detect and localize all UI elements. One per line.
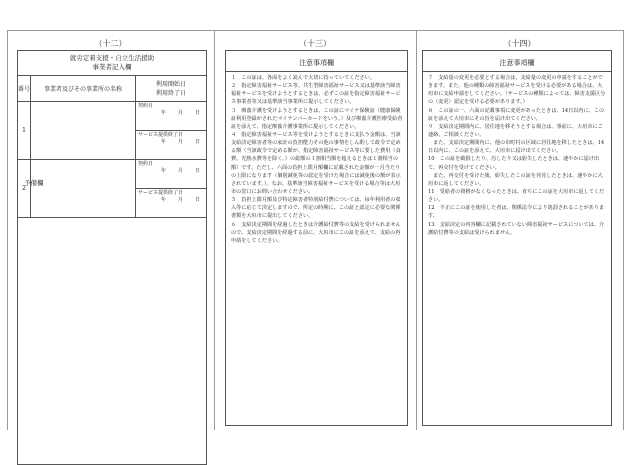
notes-box-right bbox=[422, 50, 612, 426]
panel-divider-2 bbox=[416, 30, 417, 430]
note-item: ３ 療養介護を受けようとするときは、この証にマイナ保険証（健康保険証利用登録がされたマイナンバーカードをいう。）及び療養介護医療受給者証を添えて、指定療養介護事業所に提示してください。 bbox=[231, 107, 403, 130]
notes-list-middle bbox=[231, 74, 403, 245]
note-item: ７ 支給量の変更を必要とする場合は、支給量の変更の申請をすることができます。また、他の種類の障害福祉サービスを受ける必要がある場合は、大垣市に支給申請をしてください。（サービスの種類によっては、障害支援区分の（変更）認定を受ける必要があります。） bbox=[428, 75, 606, 106]
panel-divider-1 bbox=[214, 30, 215, 430]
note-item: 12 不正にこの証を使用した者は、関係法令により処罰されることがあります。 bbox=[428, 205, 605, 220]
note-item: ８ この証の一、六面の記載事項に変更があったときは、14日以内に、この証を添えて大垣市にその旨を届け出てください。 bbox=[428, 107, 605, 122]
note-item: また、再交付を受けた後、紛失したこの証を発見したときは、速やかに大垣市に返してください。 bbox=[428, 172, 603, 187]
contract-date-cell: 契約日 年 月 日 bbox=[135, 102, 206, 131]
frame-left-line bbox=[7, 30, 8, 430]
provider-entry-table bbox=[17, 50, 207, 465]
col-header-provider-name: 事業者及びその事業所の名称 bbox=[31, 76, 136, 102]
panel-heading-12: （十二） bbox=[94, 39, 127, 48]
table-row bbox=[18, 160, 207, 189]
col-header-number: 番号 bbox=[18, 76, 31, 102]
panel-heading-13: （十三） bbox=[299, 39, 331, 48]
service-end-date-cell: サービス提供終了日 年 月 日 bbox=[135, 131, 206, 160]
table-title-line2: 事業者記入欄 bbox=[92, 63, 132, 71]
note-item: １ この証は、各面をよく読んで大切に持っていてください。 bbox=[231, 75, 375, 81]
note-item: ５ 負担上限月額及び特定障害者特別給付費については、毎年利用者の収入等に応じて決定しますので、所定の時期に、この証と認定に必要な関係書類を大垣市に提出してください。 bbox=[231, 197, 401, 220]
note-item: 10 この証を破損したり、汚したり又は紛失したときは、速やかに届け出て、再交付を受けてください。 bbox=[428, 156, 600, 171]
notes-title-rule bbox=[226, 71, 407, 72]
provider-name-cell bbox=[31, 102, 136, 160]
note-item: ６ 支給決定期間を経過したときは介護給付費等の支給を受けられませんので、支給決定期間を経過する前に、大垣市にこの証を添えて、支給の再申請をしてください。 bbox=[231, 221, 401, 244]
notes-box-middle bbox=[225, 50, 408, 426]
notes-title: 注意事項欄 bbox=[499, 59, 535, 67]
note-item: また、支給決定期間内に、他の市町村の区域に居住地を移したときは、14日以内に、この証を添えて、大垣市に届け出てください。 bbox=[428, 140, 605, 155]
note-item: 11 受給者の資格がなくなったときは、直ちにこの証を大垣市に返してください。 bbox=[428, 188, 605, 204]
note-item: ４ 指定障害福祉サービス等を受けようとするときに支払う金額は、当該支給決定障害者等の家計の負担能力その他の事情をしん酌して政令で定める額（当該政令で定める額が、指定障害福祉サービス等に要した費用（食費、光熱水費等を除く。）の総額の１割相当額を超えるときは１割相当の額）です。ただし、六面の負担上限月額欄に記載された金額が一月当たりの上限になります（個別減免等の認定を受けた場合には減免後の額が表示されています。）。なお、基準該当障害福祉サービスを受ける場合等は大垣市の窓口にお問い合わせください。 bbox=[231, 131, 401, 195]
provider-name-cell bbox=[31, 160, 136, 218]
notes-title-rule bbox=[423, 71, 611, 72]
notes-list-right bbox=[428, 74, 607, 237]
notes-title: 注意事項欄 bbox=[299, 59, 334, 67]
col-header-dates: 利用開始日 利用終了日 bbox=[135, 76, 206, 102]
table-title-line1: 就労定着支援・自立生活援助 bbox=[69, 54, 155, 63]
table-row bbox=[18, 102, 207, 131]
panel-heading-14: （十四） bbox=[503, 39, 536, 48]
contract-date-cell: 契約日 年 月 日 bbox=[135, 160, 206, 189]
frame-right-line bbox=[623, 30, 624, 430]
remarks-label: 予備欄 bbox=[24, 179, 44, 187]
remarks-cell bbox=[18, 218, 207, 465]
top-border-line bbox=[7, 30, 624, 31]
row-number: 1 bbox=[18, 102, 31, 160]
note-item: ９ 支給決定期間内に、居住地を移そうとする場合は、事前に、大垣市にご連絡、ご相談ください。 bbox=[428, 123, 603, 138]
note-item: 13 支給決定の内容欄に記載されていない障害福祉サービスについては、介護給付費等の支給は受けられません。 bbox=[428, 221, 605, 236]
service-end-date-cell: サービス提供終了日 年 月 日 bbox=[135, 189, 206, 218]
note-item: ２ 指定障害福祉サービス等、共生型障害福祉サービス又は基準該当障害福祉サービスを受けようとするときは、必ずこの証を指定障害福祉サービス事業者等又は基準該当事業所に提示してください。 bbox=[231, 83, 401, 106]
row-number: 2 bbox=[18, 160, 31, 218]
